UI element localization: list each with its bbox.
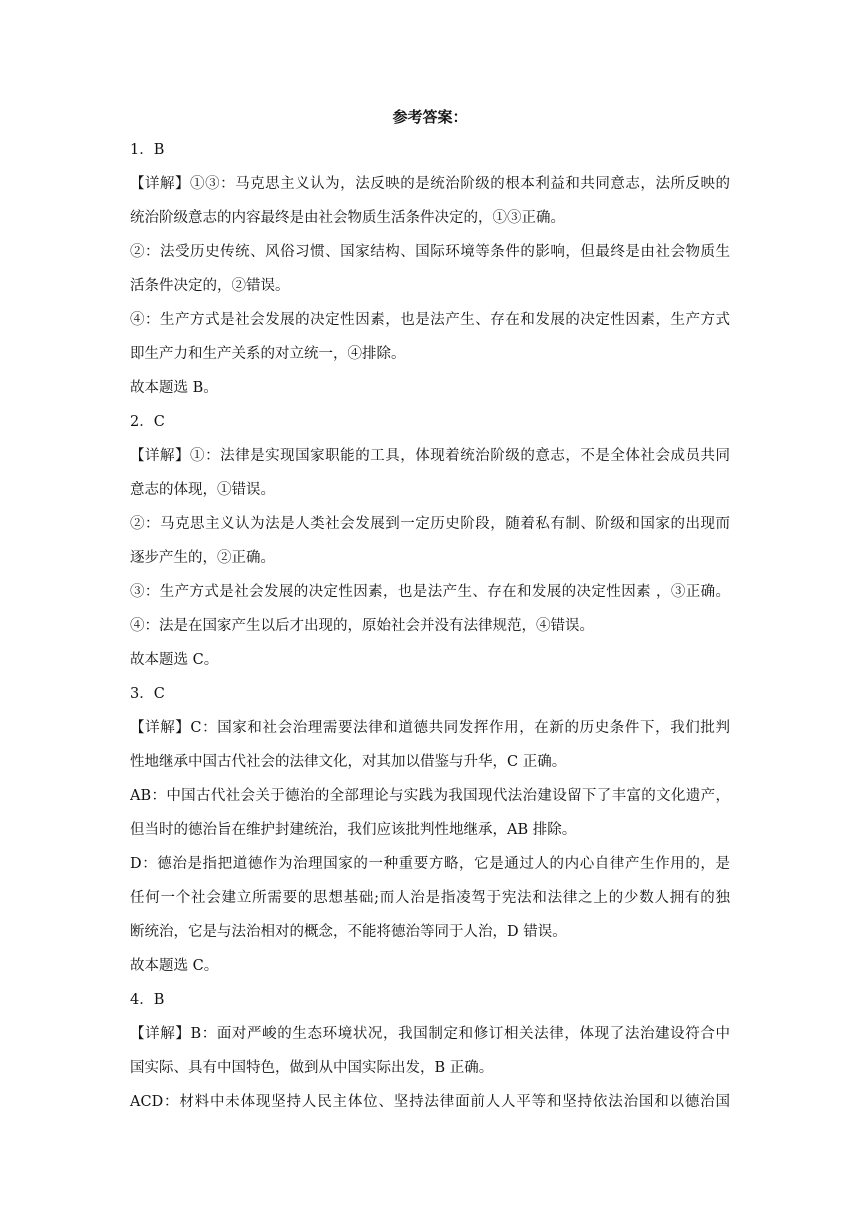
explanation-line: 国实际、具有中国特色，做到从中国实际出发，B 正确。	[130, 1060, 494, 1076]
explanation-line: AB：中国古代社会关于德治的全部理论与实践为我国现代法治建设留下了丰富的文化遗产，	[130, 788, 730, 804]
conclusion-line: 故本题选 C。	[130, 958, 219, 974]
conclusion-line: 故本题选 C。	[130, 652, 219, 668]
explanation-line: 逐步产生的，②正确。	[130, 550, 275, 566]
question-number: 4．B	[130, 992, 165, 1008]
question-number: 3．C	[130, 686, 165, 702]
explanation-line: 任何一个社会建立所需要的思想基础;而人治是指凌驾于宪法和法律之上的少数人拥有的独	[130, 890, 730, 906]
explanation-line: D：德治是指把道德作为治理国家的一种重要方略，它是通过人的内心自律产生作用的，是	[130, 856, 730, 872]
explanation-line: 统治阶级意志的内容最终是由社会物质生活条件决定的，①③正确。	[130, 210, 565, 226]
answer-content	[130, 133, 730, 1119]
explanation-line: 即生产力和生产关系的对立统一，④排除。	[130, 346, 406, 362]
explanation-line: ACD：材料中未体现坚持人民主体位、坚持法律面前人人平等和坚持依法治国和以德治国	[130, 1094, 730, 1110]
explanation-line: 断统治，它是与法治相对的概念，不能将德治等同于人治，D 错误。	[130, 924, 567, 940]
conclusion-line: 故本题选 B。	[130, 380, 218, 396]
explanation-line: ②：马克思主义认为法是人类社会发展到一定历史阶段，随着私有制、阶级和国家的出现而	[130, 516, 730, 532]
explanation-line: 【详解】B：面对严峻的生态环境状况，我国制定和修订相关法律，体现了法治建设符合中	[130, 1026, 730, 1042]
explanation-line: 【详解】①③：马克思主义认为，法反映的是统治阶级的根本利益和共同意志，法所反映的	[130, 176, 730, 192]
explanation-line: ④：法是在国家产生以后才出现的，原始社会并没有法律规范，④错误。	[130, 618, 594, 634]
question-number: 2．C	[130, 414, 165, 430]
explanation-line: ②：法受历史传统、风俗习惯、国家结构、国际环境等条件的影响，但最终是由社会物质生	[130, 244, 730, 260]
explanation-line: 活条件决定的，②错误。	[130, 278, 290, 294]
explanation-line: ④：生产方式是社会发展的决定性因素，也是法产生、存在和发展的决定性因素，生产方式	[130, 312, 730, 328]
explanation-line: 但当时的德治旨在维护封建统治，我们应该批判性地继承，AB 排除。	[130, 822, 577, 838]
explanation-line: 性地继承中国古代社会的法律文化，对其加以借鉴与升华，C 正确。	[130, 754, 567, 770]
explanation-line: ③：生产方式是社会发展的决定性因素，也是法产生、存在和发展的决定性因素 ，③正确。	[130, 584, 730, 600]
explanation-line: 【详解】C：国家和社会治理需要法律和道德共同发挥作用，在新的历史条件下，我们批判	[130, 720, 730, 736]
explanation-line: 【详解】①：法律是实现国家职能的工具，体现着统治阶级的意志，不是全体社会成员共同	[130, 448, 730, 464]
answer-key-title: 参考答案：	[392, 108, 468, 126]
question-number: 1．B	[130, 142, 165, 158]
explanation-line: 意志的体现，①错误。	[130, 482, 275, 498]
